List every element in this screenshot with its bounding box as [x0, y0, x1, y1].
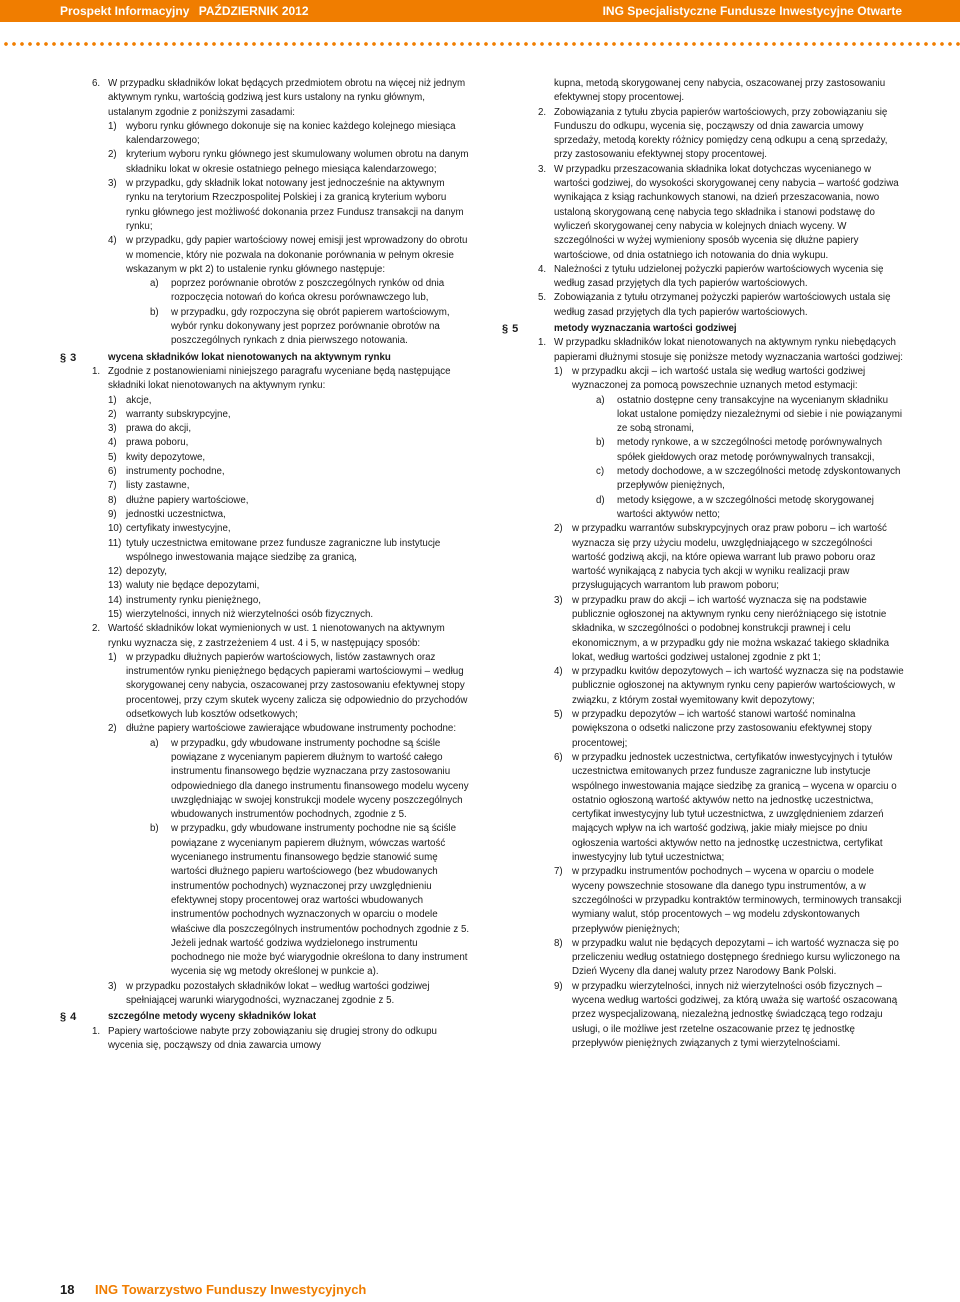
list-marker: 1.: [92, 365, 101, 377]
item-text: warranty subskrypcyjne,: [126, 408, 231, 420]
item-text: metody księgowe, a w szczególności metodę skorygowanej wartości aktywów netto;: [617, 494, 874, 520]
list-item: [92, 451, 470, 465]
list-marker: 6): [108, 466, 117, 478]
item-text: tytuły uczestnictwa emitowane przez fundusze zagraniczne lub instytucje wspólnego inwestowania mające siedzibę za granicą,: [126, 537, 441, 563]
list-item: [538, 394, 904, 437]
list-item: [538, 365, 904, 394]
list-item: [92, 120, 470, 149]
list-marker: 5.: [538, 292, 547, 304]
section-marker: § 3: [60, 351, 77, 364]
list-item: [92, 422, 470, 436]
list-marker: 5): [554, 709, 563, 721]
list-item: [538, 336, 904, 365]
list-marker: 1): [108, 394, 117, 406]
list-item: [92, 465, 470, 479]
item-text: w przypadku depozytów – ich wartość stanowi wartość nominalna powiększona o odsetki naliczone przy zastosowaniu efektywnej stopy procentowej;: [572, 709, 872, 749]
list-marker: 2): [108, 408, 117, 420]
list-marker: 12): [108, 566, 123, 578]
list-marker: 9): [108, 508, 117, 520]
list-marker: 3): [554, 594, 563, 606]
list-marker: 9): [554, 980, 563, 992]
item-text: Zobowiązania z tytułu zbycia papierów wartościowych, przy zobowiązaniu się Funduszu do odkupu, wycenia się, począwszy od dnia zawarcia umowy sprzedaży, metodą korekty różnicy pomiędzy ceną odkupu a ceną sprzedaży, przy zastosowaniu efektywnej stopy procentowej.: [554, 106, 888, 161]
list-marker: 3.: [538, 163, 547, 175]
list-item: [92, 579, 470, 593]
list-item: [92, 608, 470, 622]
section-heading: [502, 322, 904, 336]
list-marker: 2): [108, 723, 117, 735]
section-title: szczególne metody wyceny składników lokat: [108, 1011, 317, 1023]
footer-company: ING Towarzystwo Funduszy Inwestycyjnych: [95, 1282, 367, 1297]
item-text: w przypadku akcji – ich wartość ustala się według wartości godziwej wyznaczonej za pomocą powszechnie uznanych metod estymacji:: [572, 365, 866, 392]
list-marker: 13): [108, 580, 123, 592]
section-marker: § 5: [502, 323, 519, 336]
list-marker: 4): [108, 235, 117, 247]
item-text: w przypadku instrumentów pochodnych – wycena w oparciu o modele wyceny powszechnie stosowane dla danego typu instrumentów, a w szczególności w przypadku kontraktów terminowych, terminowych transakcji wymiany walut, stóp procentowych – wg modelu zdyskontowanych przepływów pieniężnych;: [572, 866, 902, 935]
list-item: [92, 522, 470, 536]
list-item: [92, 408, 470, 422]
list-item: [92, 479, 470, 493]
list-marker: 1): [554, 365, 563, 377]
list-marker: 4): [108, 437, 117, 449]
list-item: [538, 751, 904, 865]
list-marker: 1.: [538, 337, 547, 349]
list-item: [92, 277, 470, 306]
list-marker: 14): [108, 594, 123, 606]
list-item: [92, 148, 470, 177]
list-item: [92, 436, 470, 450]
item-text: akcje,: [126, 394, 152, 406]
list-item: [538, 465, 904, 494]
list-marker: 1): [108, 120, 117, 132]
item-text: w przypadku warrantów subskrypcyjnych oraz praw poboru – ich wartość wyznacza się przy użyciu modelu, uwzględniającego w szczególności wartość godziwą akcji, na które opiewa warrant lub prawo poboru oraz wartość wynikającą z nabycia tych akcji w wyniku realizacji praw przysługujących warrantom lub prawom poboru;: [572, 523, 887, 592]
section-number: 5: [512, 323, 519, 336]
list-marker: 2.: [538, 106, 547, 118]
list-item: [92, 737, 470, 823]
item-text: W przypadku składników lokat nienotowanych na aktywnym rynku niebędących papierami dłużnymi stosuje się poniższe metody wyznaczania wartości godziwej:: [554, 337, 903, 363]
list-marker: 10): [108, 523, 123, 535]
item-text: Wartość składników lokat wymienionych w ust. 1 nienotowanych na aktywnym rynku wyznacza się, z zastrzeżeniem 4 ust. 4 i 5, w następujący sposób:: [108, 623, 445, 649]
item-text: w przypadku walut nie będących depozytami – ich wartość wyznacza się po przeliczeniu według ostatniego dostępnego średniego kursu wyliczonego na Dzień Wyceny dla danej waluty przez Narodowy Bank Polski.: [572, 937, 900, 978]
section-heading: [60, 351, 470, 365]
list-item: [92, 651, 470, 722]
item-text: w przypadku pozostałych składników lokat – według wartości godziwej spełniającej warunki wiarygodności, wyznaczanej zgodnie z 5.: [126, 980, 430, 1006]
list-item: [92, 508, 470, 522]
item-text: instrumenty pochodne,: [126, 466, 225, 478]
item-text: certyfikaty inwestycyjne,: [126, 523, 231, 535]
item-text: w przypadku, gdy papier wartościowy nowej emisji jest wprowadzony do obrotu w momencie, który nie pozwala na dokonanie porównania w pełnym okresie wskazanym w pkt 2) to ustalenie rynku głównego następuje:: [126, 235, 468, 275]
list-marker: 5): [108, 451, 117, 463]
section-marker: § 4: [60, 1011, 77, 1024]
list-item: [92, 1025, 470, 1054]
list-marker: 8): [108, 494, 117, 506]
item-text: waluty nie będące depozytami,: [126, 580, 260, 592]
list-item: [538, 665, 904, 708]
list-marker: c): [596, 466, 605, 478]
item-text: prawa do akcji,: [126, 423, 192, 435]
item-text: W przypadku składników lokat będących przedmiotem obrotu na więcej niż jednym aktywnym rynku, wartością godziwą jest kurs ustalony na rynku głównym, ustalanym zgodnie z poniższymi zasadami:: [108, 78, 466, 118]
item-text: Zobowiązania z tytułu otrzymanej pożyczki papierów wartościowych ustala się według zasad przyjętych dla tych papierów wartościowych.: [554, 292, 891, 318]
item-text: w przypadku, gdy rozpoczyna się obrót papierem wartościowym, wybór rynku dokonywany jest poprzez porównanie obrotów na poszczególnych rynkach z dnia pierwszego notowania.: [171, 306, 450, 347]
list-marker: 3): [108, 178, 117, 190]
item-text: w przypadku, gdy składnik lokat notowany jest jednocześnie na aktywnym rynku na terytorium Rzeczpospolitej Polskiej i za granicą kryterium wyboru rynku głównego jest możliwość dokonania przez Fundusz transakcji na danym rynku;: [126, 178, 464, 232]
list-item: [538, 291, 904, 320]
item-text: wyboru rynku głównego dokonuje się na koniec każdego kolejnego miesiąca kalendarzowego;: [126, 120, 456, 147]
list-item: [92, 822, 470, 979]
list-marker: 6.: [92, 78, 101, 89]
item-text: jednostki uczestnictwa,: [126, 508, 226, 520]
list-item: [538, 980, 904, 1051]
item-text: W przypadku przeszacowania składnika lokat dotychczas wycenianego w wartości godziwej, do wysokości skorygowanej ceny nabycia – wartość godziwa wynikająca z ksiąg rachunkowych stanowi, na dzień przeszacowania, nowo ustaloną skorygowaną cenę nabycia tego składnika i stanowi podstawę do wyliczeń skorygowanej ceny nabycia w kolejnych dniach wyceny. W szczególności w wyżej wymieniony sposób wycenia się dłużne papiery wartościowe, od dnia ostatniego ich notowania do dnia wykupu.: [554, 163, 899, 261]
item-text: w przypadku, gdy wbudowane instrumenty pochodne nie są ściśle powiązane z wycenianym papierem dłużnym, wówczas wartość wycenianego instrumentu finansowego będzie stanowić sumę wartości dłużnego papieru wartościowego (bez wbudowanych instrumentów pochodnych) wyznaczonej przy uwzględnieniu efektywnej stopy procentowej oraz wartości wbudowanych instrumentów pochodnych wyznaczonych w oparciu o modele właściwe dla poszczególnych instrumentów pochodnych zgodnie z 5. Jeżeli jednak wartość godziwa wydzielonego instrumentu pochodnego nie może być wiarygodnie określona to dany instrument wycenia się wg metody określonej w punkcie a).: [171, 823, 470, 978]
right-column: [502, 77, 904, 1051]
list-marker: 6): [554, 751, 563, 763]
list-item: [92, 980, 470, 1009]
header-left: [60, 4, 309, 18]
list-marker: a): [150, 278, 159, 290]
list-item: [538, 594, 904, 665]
item-text: kupna, metodą skorygowanej ceny nabycia, oszacowanej przy zastosowaniu efektywnej stopy procentowej.: [554, 78, 886, 104]
item-text: w przypadku dłużnych papierów wartościowych, listów zastawnych oraz instrumentów rynku pieniężnego będących papierami wartościowymi – według skorygowanej ceny nabycia, oszacowanej przy zastosowaniu efektywnej stopy procentowej, przy czym skutek wyceny zalicza się odpowiednio do przychodów odsetkowych lub kosztów odsetkowych;: [126, 651, 468, 721]
item-text: wierzytelności, innych niż wierzytelności osób fizycznych.: [126, 608, 374, 620]
item-text: metody rynkowe, a w szczególności metodę porównywalnych spółek giełdowych oraz metodę porównywalnych transakcji,: [617, 437, 882, 463]
page-number: 18: [60, 1282, 75, 1297]
item-text: Należności z tytułu udzielonej pożyczki papierów wartościowych wycenia się według zasad przyjętych dla tych papierów wartościowych.: [554, 263, 884, 290]
section-title: wycena składników lokat nienotowanych na aktywnym rynku: [108, 351, 391, 363]
list-marker: 11): [108, 537, 122, 549]
list-item: [92, 365, 470, 394]
list-marker: a): [596, 394, 605, 406]
item-text: kryterium wyboru rynku głównego jest skumulowany wolumen obrotu na danym składniku lokat w okresie ostatniego pełnego miesiąca kalendarzowego;: [126, 149, 469, 175]
list-marker: b): [150, 306, 159, 318]
list-marker: b): [596, 437, 605, 449]
header-date: PAŹDZIERNIK 2012: [198, 4, 309, 18]
item-text: listy zastawne,: [126, 480, 190, 492]
list-item: [538, 937, 904, 980]
page-header: [0, 0, 960, 22]
list-item: [92, 234, 470, 277]
list-marker: 4): [554, 666, 563, 678]
section-heading: [60, 1010, 470, 1024]
list-item: [92, 306, 470, 349]
list-marker: 2): [108, 149, 117, 161]
item-text: poprzez porównanie obrotów z poszczególnych rynków od dnia rozpoczęcia notowań do końca okresu porównawczego lub,: [171, 278, 445, 304]
header-prospekt: Prospekt Informacyjny: [60, 4, 190, 18]
list-item: [538, 522, 904, 593]
left-column: [60, 77, 470, 1053]
item-text: depozyty,: [126, 566, 168, 578]
list-marker: 3): [108, 980, 117, 992]
item-text: ostatnio dostępne ceny transakcyjne na wycenianym składniku lokat ustalone pomiędzy niezależnymi od siebie i nie powiązanymi ze sobą stronami,: [617, 394, 903, 435]
list-marker: 4.: [538, 263, 547, 275]
item-text: dłużne papiery wartościowe zawierające wbudowane instrumenty pochodne:: [126, 723, 457, 735]
list-item: [538, 163, 904, 263]
list-item: [92, 537, 470, 566]
list-item: [92, 177, 470, 234]
list-marker: 15): [108, 608, 123, 620]
list-item: [538, 106, 904, 163]
list-marker: 1.: [92, 1025, 101, 1037]
list-item: [538, 263, 904, 292]
list-marker: d): [596, 494, 605, 506]
section-number: 3: [70, 351, 77, 364]
section-number: 4: [70, 1011, 77, 1024]
list-item: [92, 722, 470, 736]
list-marker: b): [150, 823, 159, 835]
list-marker: 2.: [92, 623, 101, 635]
list-item: [92, 622, 470, 651]
item-text: prawa poboru,: [126, 437, 189, 449]
list-marker: 7): [108, 480, 117, 492]
list-item: [92, 494, 470, 508]
item-text: Papiery wartościowe nabyte przy zobowiązaniu się drugiej strony do odkupu wycenia się, począwszy od dnia zawarcia umowy: [108, 1025, 437, 1051]
list-item: [538, 865, 904, 936]
list-item: [92, 565, 470, 579]
item-text: instrumenty rynku pieniężnego,: [126, 594, 261, 606]
list-marker: 2): [554, 523, 563, 535]
item-text: kwity depozytowe,: [126, 451, 206, 463]
list-marker: 3): [108, 423, 117, 435]
section-title: metody wyznaczania wartości godziwej: [554, 323, 737, 335]
item-text: w przypadku jednostek uczestnictwa, certyfikatów inwestycyjnych i tytułów uczestnictwa emitowanych przez fundusze zagraniczne lub instytucje wspólnego inwestowania mające siedzibę za granicą – wycena w oparciu o ostatnio ogłoszoną wartość aktywów netto na jednostkę uczestnictwa, certyfikat inwestycyjny lub tytuł uczestnictwa, z uwzględnieniem zdarzeń mających wpływ na ich wartość godziwą, jakie miały miejsce po dniu ogłoszenia wartości aktywów netto na jednostkę uczestnictwa, certyfikat inwestycyjny lub tytuł uczestnictwa;: [572, 751, 897, 864]
list-marker: 8): [554, 937, 563, 949]
list-item: [538, 494, 904, 523]
list-marker: a): [150, 737, 159, 749]
item-text: w przypadku, gdy wbudowane instrumenty pochodne są ściśle powiązane z wycenianym papierem dłużnym to wartość całego instrumentu finansowego będzie wyznaczana przy zastosowaniu odpowiedniego dla danego instrumentu finansowego modelu wyceny uwzględniając w swojej konstrukcji modele wyceny poszczególnych wbudowanych instrumentów pochodnych, zgodnie z 5.: [171, 737, 469, 821]
item-text: dłużne papiery wartościowe,: [126, 494, 249, 506]
dotted-divider: [0, 40, 960, 48]
list-item: [92, 594, 470, 608]
list-item: [538, 708, 904, 751]
list-item: [92, 77, 470, 120]
list-marker: 7): [554, 866, 563, 878]
list-item: [538, 436, 904, 465]
page-footer: [0, 1280, 960, 1302]
item-text: Zgodnie z postanowieniami niniejszego paragrafu wyceniane będą następujące składniki lokat nienotowanych na aktywnym rynku:: [108, 365, 451, 392]
item-text: w przypadku wierzytelności, innych niż wierzytelności osób fizycznych – wycena według wartości godziwej, za którą uważa się wartość oszacowaną przez wyspecjalizowaną, niezależną jednostkę świadczącą tego rodzaju usługi, o ile możliwe jest rzetelne oszacowanie przez tę jednostkę przepływów pieniężnych związanych z tymi wierzytelnościami.: [572, 980, 898, 1049]
list-item: [92, 394, 470, 408]
header-fund-name: ING Specjalistyczne Fundusze Inwestycyjne Otwarte: [602, 4, 902, 18]
item-text: metody dochodowe, a w szczególności metodę zdyskontowanych przepływów pieniężnych,: [617, 466, 901, 492]
item-text: w przypadku kwitów depozytowych – ich wartość wyznacza się na podstawie publicznie ogłoszonej na aktywnym rynku ceny papierów wartościowych, w związku, z którym został wyemitowany kwit depozytowy;: [572, 666, 904, 706]
list-marker: 1): [108, 651, 117, 663]
item-text: w przypadku praw do akcji – ich wartość wyznacza się na podstawie publicznie ogłoszonej na aktywnym rynku ceny nieróżniącego się istotnie składnika, w szczególności o podobnej konstrukcji prawnej i celu ekonomicznym, a w przypadku gdy nie można wskazać takiego składnika lokat, według wartości godziwej ustalonej zgodnie z pkt 1;: [572, 594, 890, 663]
paragraph-continuation: [538, 77, 904, 106]
